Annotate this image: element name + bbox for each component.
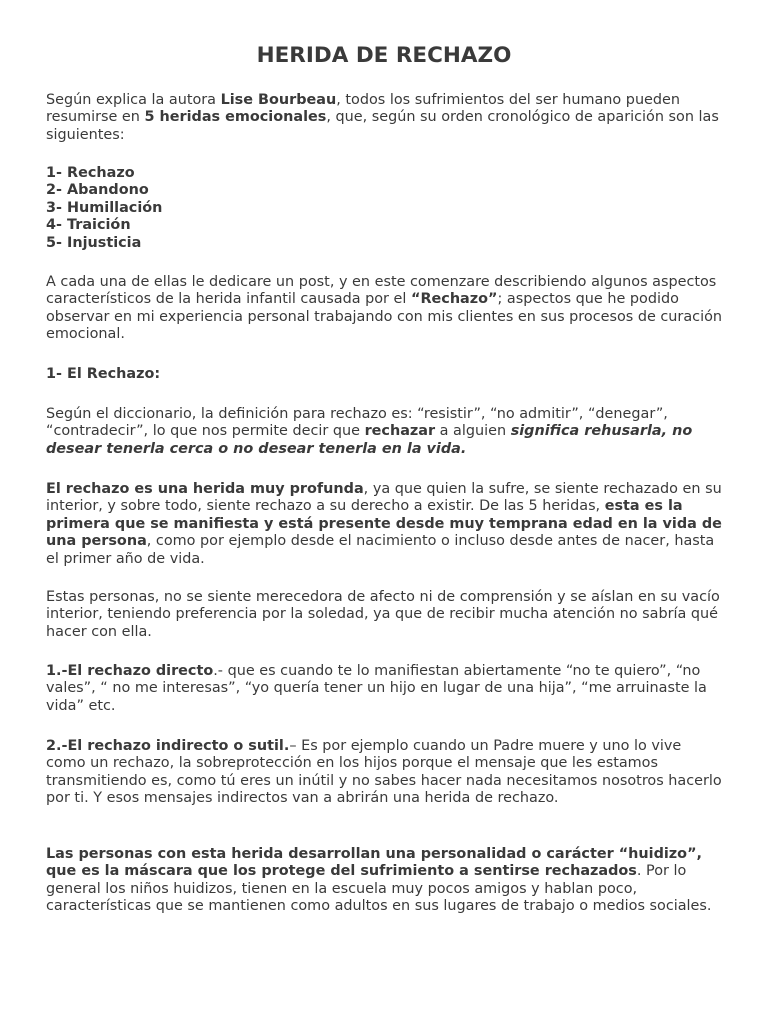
para4-text-1: , ya que quien la sufre, se siente rechazado en su interior, y sobre todo, siente rechazo a su derecho a existir. De las 5 heridas, <box>46 481 722 515</box>
list-item: 2- Abandono <box>46 182 149 199</box>
definition-emphasis: significa rehusarla, no desear tenerla cerca o no desear tenerla en la vida. <box>46 423 693 457</box>
intro-text-1: Según explica la autora <box>46 92 221 108</box>
direct-rejection-heading: 1.-El rechazo directo <box>46 663 214 679</box>
list-item: 4- Traición <box>46 217 131 234</box>
huidizo-paragraph <box>46 846 722 916</box>
para4-text-2: , como por ejemplo desde el nacimiento o incluso desde antes de nacer, hasta el primer año de vida. <box>46 533 715 567</box>
intro-text-3: , que, según su orden cronológico de aparición son las siguientes: <box>46 109 719 143</box>
deep-wound-paragraph <box>46 481 722 568</box>
definition-paragraph <box>46 406 722 458</box>
direct-rejection-paragraph <box>46 663 722 715</box>
para2-text-2: ; aspectos que he podido observar en mi experiencia personal trabajando con mis clientes en sus procesos de curación emocional. <box>46 291 723 343</box>
para4-bold-1: El rechazo es una herida muy profunda <box>46 481 364 497</box>
para8-text: . Por lo general los niños huidizos, tienen en la escuela muy pocos amigos y hablan poco, características que se mantienen como adultos en sus lugares de trabajo o medios sociales. <box>46 863 712 915</box>
list-item: 1- Rechazo <box>46 165 135 181</box>
list-item: 3- Humillación <box>46 199 163 216</box>
indirect-rejection-paragraph <box>46 738 722 808</box>
para6-text: .- que es cuando te lo manifiestan abiertamente “no te quiero”, “no vales”, “ no me interesas”, “yo quería tener un hijo en lugar de una hija”, “me arruinaste la vida” etc. <box>46 663 707 714</box>
rechazar-term: rechazar <box>364 423 436 440</box>
para4-bold-2: esta es la primera que se manifiesta y está presente desde muy temprana edad en la vida de una persona <box>46 498 722 550</box>
huidizo-bold: Las personas con esta herida desarrollan una personalidad o carácter “huidizo”, que es la máscara que los protege del sufrimiento a sentirse rechazados <box>46 846 702 880</box>
indirect-rejection-heading: 2.-El rechazo indirecto o sutil. <box>46 738 290 754</box>
intro-paragraph <box>46 92 722 144</box>
para3-text-2: a alguien <box>435 423 511 440</box>
para3-text-1: Según el diccionario, la definición para rechazo es: “resistir”, “no admitir”, “denegar”, “contradecir”, lo que nos permite decir que <box>46 406 668 440</box>
para2-text-1: A cada una de ellas le dedicare un post, y en este comenzare describiendo algunos aspectos característicos de la herida infantil causada por el <box>46 274 717 308</box>
page-title: HERIDA DE RECHAZO <box>256 43 512 68</box>
para7-text: – Es por ejemplo cuando un Padre muere y uno lo vive como un rechazo, la sobreprotección en los hijos porque el mensaje que les estamos transmitiendo es, como tú eres un inútil y no sabes hacer nada necesitamos nosotros hacerlo por ti. Y esos mensajes indirectos van a abrirán una herida de rechazo. <box>46 738 722 807</box>
author-name: Lise Bourbeau <box>220 92 337 108</box>
post-intro-paragraph <box>46 274 722 344</box>
isolation-paragraph: Estas personas, no se siente merecedora de afecto ni de comprensión y se aíslan en su vacío interior, teniendo preferencia por la soledad, ya que de recibir mucha atención no sabría qué hacer con ella. <box>46 589 720 640</box>
intro-text-2: , todos los sufrimientos del ser humano pueden resumirse en <box>46 92 681 126</box>
list-item: 5- Injusticia <box>46 234 142 251</box>
heridas-list <box>46 165 722 252</box>
rechazo-term: “Rechazo” <box>410 291 498 308</box>
heridas-count: 5 heridas emocionales <box>144 109 327 126</box>
section-heading: 1- El Rechazo: <box>46 366 161 382</box>
